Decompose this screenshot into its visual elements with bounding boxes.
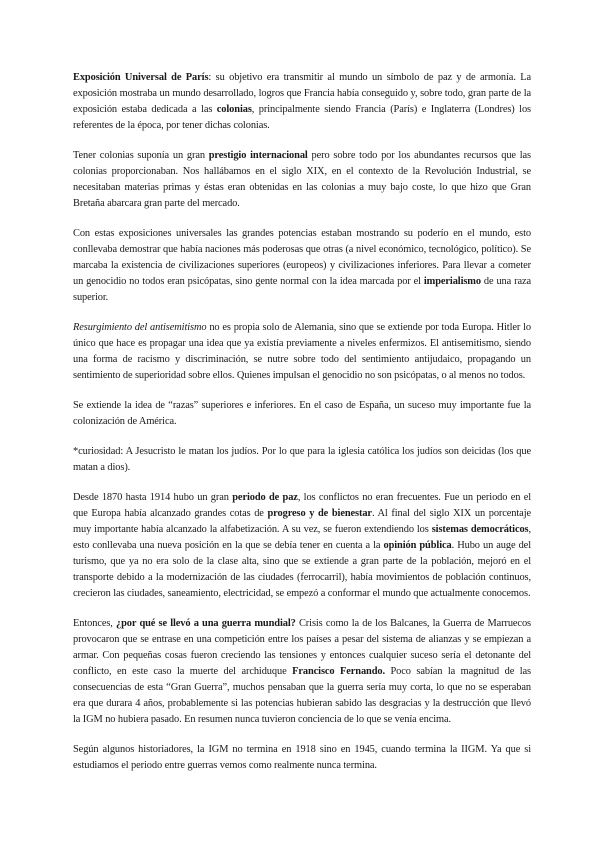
paragraph-colonias (73, 148, 531, 212)
text-run: . Hubo un auge del turismo, que ya no era solo de la clase alta, sino que se extiende a gran parte de la población, mejoró en el transporte debido a la modernización de las ciudades (ferrocarril), había movimientos de población continuos, crecieron las ciudades, saneamiento, electricidad, se empezó a conformar el mundo que actualmente conocemos. (73, 540, 531, 599)
paragraph-guerra-mundial (73, 616, 531, 728)
text-run: de una raza superior. (73, 276, 531, 303)
document-page (73, 70, 531, 788)
paragraph-periodo-paz (73, 490, 531, 602)
text-run: *curiosidad: A Jesucristo le matan los judíos. Por lo que para la iglesia católica los judíos son deicidas (los que matan a dios). (73, 446, 531, 473)
paragraph-exposicion (73, 70, 531, 134)
italic-text: Resurgimiento del antisemitismo (73, 322, 207, 333)
bold-text: sistemas democráticos (431, 524, 529, 535)
paragraph-potencias (73, 226, 531, 306)
text-run: , los conflictos no eran frecuentes. Fue un periodo en el que Europa había alcanzado grandes cotas de (73, 492, 531, 519)
paragraph-antisemitismo (73, 320, 531, 384)
text-run: Según algunos historiadores, la IGM no termina en 1918 sino en 1945, cuando termina la IIGM. Ya que si estudiamos el periodo entre guerras vemos como realmente nunca termina. (73, 744, 531, 771)
bold-text: opinión pública (383, 540, 452, 551)
text-run: pero sobre todo por los abundantes recursos que las colonias proporcionaban. Nos hallábamos en el siglo XIX, en el contexto de la Revolución Industrial, se necesitaban materias primas y éstas eran obtenidas en las colonias a muy bajo coste, lo que hizo que Gran Bretaña abarcara gran parte del mercado. (73, 150, 531, 209)
paragraph-historiadores (73, 742, 531, 774)
bold-text: progreso y de bienestar (267, 508, 372, 519)
text-run: Poco sabían la magnitud de las consecuencias de esta “Gran Guerra”, muchos pensaban que la guerra sería muy corta, lo que no se esperaban era que durara 4 años, probablemente si las potencias hubieran sabido las desgracias y la destrucción que llevó la IGM no hubiera pasado. En resumen nunca tuvieron conciencia de lo que se venía encima. (73, 666, 531, 725)
text-run: no es propia solo de Alemania, sino que se extiende por toda Europa. Hitler lo único que hace es propagar una idea que ya existía previamente a niveles enfermizos. El antisemitismo, siendo una forma de racismo y discriminación, se nutre sobre todo del sentimiento antijudaico, propagando un sentimiento de superioridad sobre ellos. Quienes impulsan el genocidio no son psicópatas, o al menos no todos. (73, 322, 531, 381)
text-run: Con estas exposiciones universales las grandes potencias estaban mostrando su poderío en el mundo, esto conllevaba demostrar que había naciones más poderosas que otras (a nivel económico, tecnológico, político). Se marcaba la existencia de civilizaciones superiores (europeos) y civilizaciones inferiores. Para llevar a cometer un genocidio no todos eran psicópatas, sino gente normal con la idea marcada por el (73, 228, 531, 287)
bold-text: periodo de paz (232, 492, 298, 503)
bold-text: Francisco Fernando. (292, 666, 385, 677)
text-run: : su objetivo era transmitir al mundo un símbolo de paz y de armonía. La exposición mostraba un mundo desarrollado, logros que Francia había conseguido y, sobre todo, gran parte de la exposición estaba dedicada a las (73, 72, 532, 115)
text-run: , esto conllevaba una nueva posición en la que se debía tener en cuenta a la (73, 524, 532, 551)
bold-text: ¿por qué se llevó a una guerra mundial? (116, 618, 296, 629)
text-run: . Al final del siglo XIX un porcentaje muy importante había alcanzado la alfabetización. A su vez, se fueron extendiendo los (73, 508, 531, 535)
text-run: Entonces, (73, 618, 117, 629)
text-run: Se extiende la idea de “razas” superiores e inferiores. En el caso de España, un suceso muy importante fue la colonización de América. (73, 400, 531, 427)
text-run: Crisis como la de los Balcanes, la Guerra de Marruecos provocaron que se entrase en una competición entre los países a pesar del sistema de alianzas y se empiezan a armar. Con pequeñas cosas fueron creciendo las tensiones y entonces cualquier suceso sería el detonante del conflicto, en este caso la muerte del archiduque (73, 618, 531, 677)
bold-text: prestigio internacional (208, 150, 308, 161)
paragraph-razas (73, 398, 531, 430)
text-run: Tener colonias suponía un gran (73, 150, 209, 161)
bold-text: Exposición Universal de París (73, 72, 209, 83)
bold-text: imperialismo (423, 276, 481, 287)
paragraph-curiosidad (73, 444, 531, 476)
text-run: , principalmente siendo Francia (París) e Inglaterra (Londres) los referentes de la época, por tener dichas colonias. (73, 104, 532, 131)
bold-text: colonias (216, 104, 252, 115)
text-run: Desde 1870 hasta 1914 hubo un gran (73, 492, 233, 503)
